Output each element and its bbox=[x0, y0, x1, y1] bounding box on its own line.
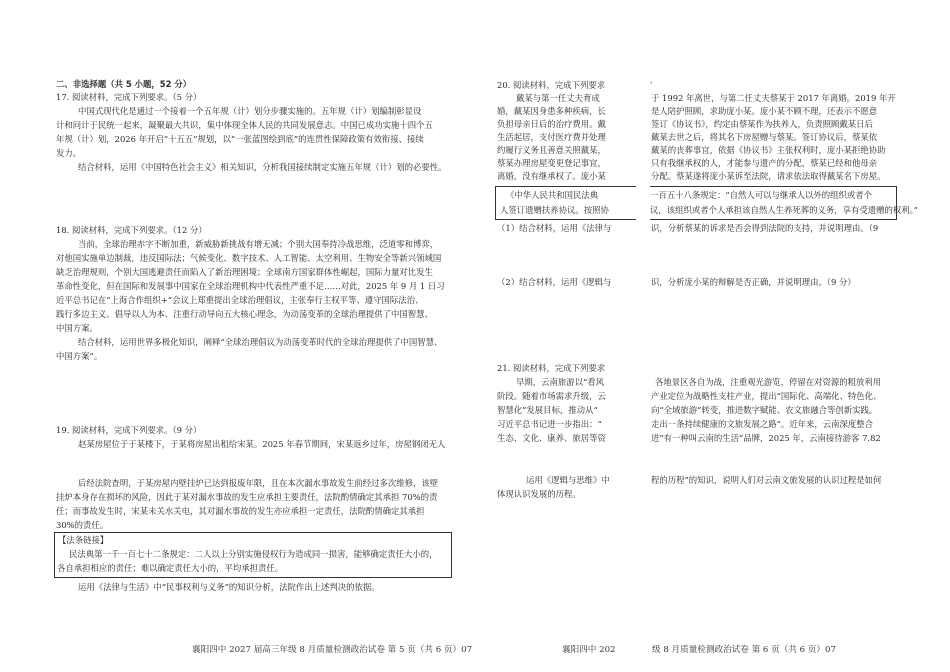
q21-line: 智慧化”发展目标，推动从“ bbox=[497, 405, 598, 415]
law-link-box bbox=[54, 532, 452, 578]
q20-line: 是人陪护照顾，求助庞小某。庞小某不顾不理，还表示不愿意 bbox=[651, 106, 878, 116]
q20-line: 戴某去世之后，将其名下房屋赠与蔡某。签订协议后，蔡某依 bbox=[651, 132, 878, 142]
q20-line: 戴某与第一任丈夫育成 bbox=[516, 93, 600, 103]
q18-line: 践行多边主义、倡导以人为本、注重行动导向五大核心理念，为动荡变革的全球治理提供了中国智慧、 bbox=[56, 309, 433, 319]
q21-task: 体现认识发展的历程。 bbox=[497, 489, 581, 499]
page-footer-right: 级 8 月质量检测政治试卷 第 6 页（共 6 页）07 bbox=[652, 645, 836, 655]
q18-line: 近平总书记在“上海合作组织+”会议上郑重提出全球治理倡议，主张奉行主权平等、遵守国际法治、 bbox=[56, 295, 424, 305]
q19-line: 后经法院查明，于某房屋内壁挂炉已达到报废年限，且在本次漏水事故发生前经过多次维修，该壁 bbox=[78, 478, 439, 488]
scan-gap bbox=[637, 86, 649, 190]
q21-line: 产业定位为战略性支柱产业，提出“国际化、高端化、特色化、 bbox=[651, 391, 882, 401]
q18-heading: 18. 阅读材料，完成下列要求。（12 分） bbox=[56, 225, 207, 235]
q19-line: 赵某房屋位于于某楼下，于某将房屋出租给宋某。2025 年春节期间，宋某返乡过年，房屋钢闭无人 bbox=[78, 439, 446, 449]
q21-line: 向“全域旅游”转变，推进数字赋能、农文旅融合等创新实践。 bbox=[651, 405, 878, 415]
q20-sub2: （2）结合材料，运用《逻辑与 bbox=[497, 277, 612, 287]
q21-line: 阶段。随着市场需求升级，云 bbox=[497, 391, 606, 401]
q20-heading: 20. 阅读材料，完成下列要求 bbox=[497, 80, 606, 90]
civil-code-box-right bbox=[650, 186, 919, 220]
q17-line: 计和问计于民统一起来，凝聚最大共识，集中体现全体人民的共同发展意志。中国已成功实施十四个五 bbox=[56, 120, 433, 130]
q17-line: 年规（计）划，2026 年开启“十五五”规划，以“一张蓝图绘到底”的连贯性保障政策有效衔接、接续 bbox=[56, 134, 424, 144]
q19-task: 运用《法律与生活》中“民事权利与义务”的知识分析，法院作出上述判决的依据。 bbox=[78, 582, 380, 592]
q21-task: 程的历程”的知识，说明人们对云南文旅发展的认识过程是如何 bbox=[651, 475, 882, 485]
q20-sub2: 识，分析庞小某的辩解是否正确，并说明理由。（9 分） bbox=[651, 277, 856, 287]
page-footer: 襄阳四中 2027 届高三年级 8 月质量检测政治试卷 第 5 页（共 6 页）07 bbox=[192, 645, 473, 655]
q18-line: 当前，全球治理赤字不断加重，新威胁新挑战有增无减；个别大国奉持冷战思维，泛道零和博弈， bbox=[78, 239, 439, 249]
q18-task: 中国方案”。 bbox=[56, 351, 103, 361]
q20-line: 蔡某办理房屋变更登记事宜， bbox=[497, 158, 606, 168]
q18-line: 对他国实施单边制裁，违反国际法；气候变化、数字技术、人工智能、太空利用、生物安全等新兴领域国 bbox=[56, 253, 442, 263]
q20-line: 离婚，没有继承权了。庞小某 bbox=[497, 171, 606, 181]
q21-line: 走出一条持续健康的文旅发展之路”。近年来，云南深度整合 bbox=[651, 419, 874, 429]
q20-line: 戴某的丧葬事宜，依据《协议书》主张权利时，庞小某拒绝协助 bbox=[651, 145, 886, 155]
q20-sub1: （1）结合材料，运用《法律与 bbox=[497, 223, 612, 233]
law-box-line: 民法典第一千一百七十二条规定：二人以上分别实施侵权行为造成同一损害，能够确定责任大小的， bbox=[69, 549, 438, 559]
civil-code-line: 议，该组织或者个人承担该自然人生养死葬的义务，享有受遗赠的权利。” bbox=[650, 205, 919, 215]
q20-line: 约履行义务且善意关照戴某， bbox=[497, 145, 606, 155]
q21-line: 习近平总书记进一步指出：“ bbox=[497, 419, 602, 429]
q20-line: 签订《协议书》，约定由蔡某作为扶养人，负责照顾戴某日后 bbox=[651, 119, 873, 129]
q17-heading: 17. 阅读材料，完成下列要求。（5 分） bbox=[56, 92, 202, 102]
q19-line: 任；而事故发生时，宋某未关水关电，其对漏水事故的发生亦应承担一定责任，法院酌情确定其承担 bbox=[56, 506, 425, 516]
q21-heading: 21. 阅读材料，完成下列要求 bbox=[497, 363, 606, 373]
law-box-title: 【法条链接】 bbox=[58, 535, 109, 545]
civil-code-line: 人签订遗赠扶养协议。按照协 bbox=[500, 205, 609, 215]
q18-task: 结合材料，运用世界多极化知识，阐释“全球治理倡议为动荡变革时代的全球治理提供了中国智慧、 bbox=[78, 337, 443, 347]
q19-line: 挂炉本身存在损坏的风险，因此于某对漏水事故的发生应承担主要责任，法院酌情确定其承担 70%的责 bbox=[56, 492, 438, 502]
q21-line: 生态、文化、康养、旅居等资 bbox=[497, 433, 606, 443]
q17-line: 发力。 bbox=[56, 148, 82, 158]
q19-heading: 19. 阅读材料，完成下列要求。（9 分） bbox=[56, 425, 202, 435]
q21-line: 早期，云南旅游以“看风 bbox=[516, 377, 605, 387]
section-title: 二、非选择题（共 5 小题，52 分） bbox=[56, 79, 192, 89]
civil-code-line: 一百五十八条规定：“自然人可以与继承人以外的组织或者个 bbox=[650, 190, 873, 200]
scan-gap bbox=[637, 372, 649, 502]
q20-line: 生活起居，支付医疗费并处理 bbox=[497, 132, 606, 142]
q17-line: 中国式现代化是通过一个接着一个五年规（计）划分步骤实施的。五年规（计）划编制彰显设 bbox=[78, 106, 422, 116]
q18-line: 中国方案。 bbox=[56, 323, 98, 333]
q20-line: 婚，戴某因身患多种疾病，长 bbox=[497, 106, 606, 116]
margin-mark: ‘ bbox=[650, 81, 653, 89]
q18-line: 革命性变化，但在国际和发展事中国家在全球治理机构中代表性严重不足……对此，2025 年 9 月 1 日习 bbox=[56, 281, 445, 291]
q21-line: 进“有一种叫云南的生活”品牌，2025 年，云南接待游客 7.82 bbox=[651, 433, 881, 443]
scan-gap bbox=[637, 220, 649, 292]
civil-code-line: 《中华人民共和国民法典 bbox=[506, 190, 599, 200]
q20-line: 分配。蔡某遂将庞小某诉至法院，请求依法取得戴某名下房屋。 bbox=[651, 171, 886, 181]
q20-line: 只有我继承权的人，才能参与遗产的分配，蔡某已经和他母亲 bbox=[651, 158, 878, 168]
q20-line: 负担母亲日后的治疗费用。戴 bbox=[497, 119, 606, 129]
q17-task: 结合材料，运用《中国特色社会主义》相关知识，分析我国接续制定实施五年规（计）划的必要性。 bbox=[78, 162, 447, 172]
q19-line: 30%的责任。 bbox=[56, 520, 109, 530]
law-box-line: 各自承担相应的责任；难以确定责任大小的，平均承担责任。 bbox=[57, 563, 284, 573]
q20-sub1: 识，分析蔡某的诉求是否会得到法院的支持，并说明理由。（9 bbox=[651, 223, 879, 233]
page-footer-left: 襄阳四中 202 bbox=[562, 645, 616, 655]
q18-line: 缺乏治理规则，个别大国逃避责任而陷入了新治理困境；全球南方国家群体性崛起，国际力量对比发生 bbox=[56, 267, 433, 277]
q21-line: 各地景区各自为战，注重观光游览，停留在对资源的粗放利用 bbox=[655, 377, 882, 387]
q20-line: 于 1992 年离世，与第二任丈夫蔡某于 2017 年离婚。2019 年开 bbox=[651, 93, 896, 103]
q21-task: 运用《逻辑与思维》中 bbox=[526, 475, 610, 485]
civil-code-box-left bbox=[495, 186, 636, 220]
